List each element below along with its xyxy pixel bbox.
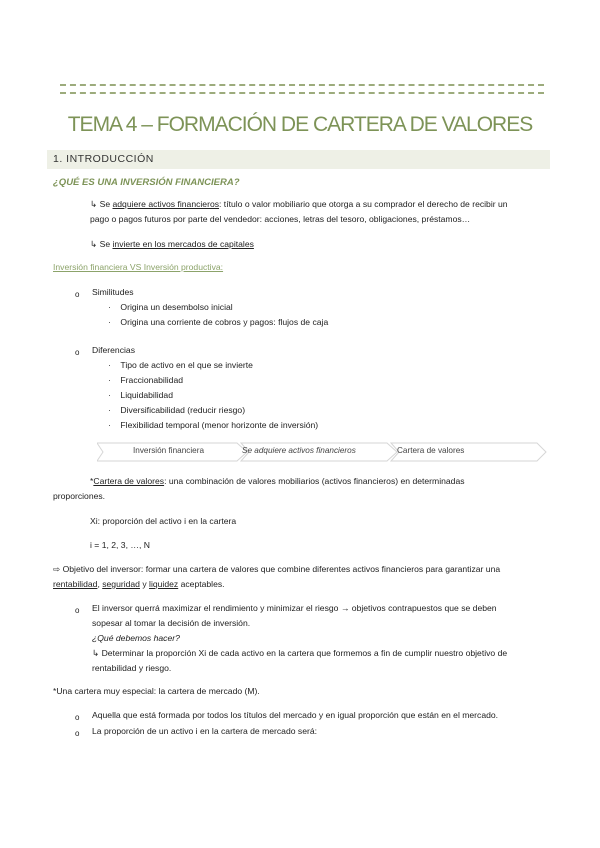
arrow-return-icon: ↳ xyxy=(92,648,102,658)
subheading-comparison: Inversión financiera VS Inversión productiva: xyxy=(53,262,224,272)
determinar-line: ↳ Determinar la proporción Xi de cada activo en la cartera que formemos a fin de cumplir nuestro objetivo de xyxy=(92,648,508,658)
bullet-circle-icon: o xyxy=(75,606,80,615)
bullet-circle-icon: o xyxy=(75,348,80,357)
bullet-dot-icon: · xyxy=(108,317,121,327)
chevron-step-1: Inversión financiera xyxy=(133,446,204,455)
objective-line: ⇨ Objetivo del inversor: formar una cartera de valores que combine diferentes activos financieros para garantizar una xyxy=(53,564,501,574)
inversor-objective-line2: sopesar al tomar la decisión de inversión. xyxy=(92,618,251,628)
bullet-circle-icon: o xyxy=(75,713,80,722)
paragraph-adquiere: ↳ Se adquiere activos financieros: título o valor mobiliario que otorga a su comprador el derecho de recibir un xyxy=(90,199,508,209)
bullet-dot-icon: · xyxy=(108,375,121,385)
chevron-step-3: Cartera de valores xyxy=(397,446,465,455)
definition-cartera: *Cartera de valores: una combinación de valores mobiliarios (activos financieros) en determinadas xyxy=(90,476,465,486)
paragraph-invierte: ↳ Se invierte en los mercados de capitales xyxy=(90,239,254,249)
arrow-return-icon: ↳ xyxy=(90,199,100,209)
decorative-dashed-rule xyxy=(60,84,544,94)
determinar-line2: rentabilidad y riesgo. xyxy=(92,663,172,673)
chevron-step-2: Se adquiere activos financieros xyxy=(242,446,356,455)
market-item-1: Aquella que está formada por todos los títulos del mercado y en igual proporción que están en el mercado. xyxy=(92,710,499,720)
bullet-dot-icon: · xyxy=(108,420,121,430)
inversor-objective: El inversor querrá maximizar el rendimiento y minimizar el riesgo → objetivos contrapuestos que se deben xyxy=(92,603,497,613)
xi-definition: Xi: proporción del activo i en la cartera xyxy=(90,516,237,526)
index-range: i = 1, 2, 3, …, N xyxy=(90,540,150,550)
section-heading: 1. INTRODUCCIÓN xyxy=(47,150,550,169)
list-item: · Origina un desembolso inicial xyxy=(108,302,233,312)
arrow-return-icon: ↳ xyxy=(90,239,100,249)
objective-line2: rentabilidad, seguridad y liquidez aceptables. xyxy=(53,579,225,589)
bullet-circle-icon: o xyxy=(75,290,80,299)
bullet-dot-icon: · xyxy=(108,405,121,415)
market-item-2: La proporción de un activo i en la cartera de mercado será: xyxy=(92,726,317,736)
market-portfolio-note: *Una cartera muy especial: la cartera de mercado (M). xyxy=(53,686,260,696)
list-item: · Liquidabilidad xyxy=(108,390,173,400)
bullet-dot-icon: · xyxy=(108,390,121,400)
process-chevrons xyxy=(97,442,547,462)
question-heading: ¿QUÉ ES UNA INVERSIÓN FINANCIERA? xyxy=(53,177,240,188)
diferencias-label: Diferencias xyxy=(92,345,135,355)
definition-cartera-line2: proporciones. xyxy=(53,491,106,501)
list-item: · Origina una corriente de cobros y pagos: flujos de caja xyxy=(108,317,329,327)
similitudes-label: Similitudes xyxy=(92,287,134,297)
bullet-dot-icon: · xyxy=(108,302,121,312)
list-item: · Flexibilidad temporal (menor horizonte de inversión) xyxy=(108,420,319,430)
question-text: ¿Qué debemos hacer? xyxy=(92,633,180,643)
list-item: · Diversificabilidad (reducir riesgo) xyxy=(108,405,246,415)
list-item: · Fraccionabilidad xyxy=(108,375,183,385)
paragraph-adquiere-line2: pago o pagos futuros por parte del vendedor: acciones, letras del tesoro, obligaciones, préstamos… xyxy=(90,214,471,224)
bullet-circle-icon: o xyxy=(75,729,80,738)
list-item: · Tipo de activo en el que se invierte xyxy=(108,360,253,370)
page-title: TEMA 4 – FORMACIÓN DE CARTERA DE VALORES xyxy=(67,113,533,136)
bullet-dot-icon: · xyxy=(108,360,121,370)
